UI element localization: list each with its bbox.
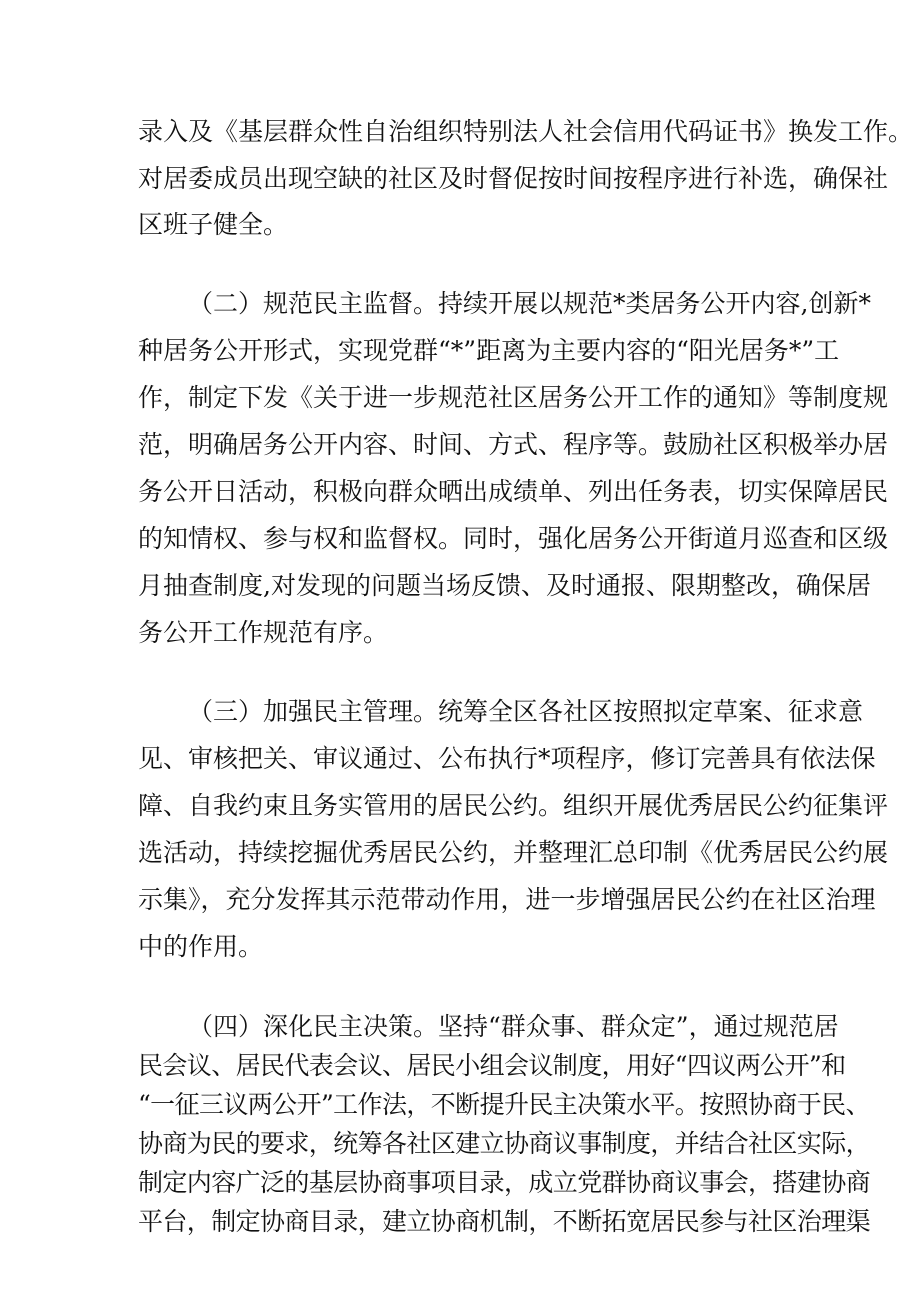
text-line: 协商为民的要求，统筹各社区建立协商议事制度，并结合社区实际， bbox=[138, 1129, 871, 1158]
text-line: 选活动，持续挖掘优秀居民公约，并整理汇总印制《优秀居民公约展 bbox=[138, 838, 889, 867]
text-line: 区班子健全。 bbox=[138, 210, 289, 239]
text-line: 务公开工作规范有序。 bbox=[138, 618, 389, 647]
text-line: 中的作用。 bbox=[138, 932, 264, 961]
section-3-heading-line: （三）加强民主管理。统筹全区各社区按照拟定草案、征求意 bbox=[188, 697, 864, 726]
text-line: 民会议、居民代表会议、居民小组会议制度，用好“四议两公开”和 bbox=[138, 1051, 846, 1080]
text-line: 障、自我约束且务实管用的居民公约。组织开展优秀居民公约征集评 bbox=[138, 791, 889, 820]
text-line: 月抽查制度,对发现的问题当场反馈、及时通报、限期整改，确保居 bbox=[138, 571, 871, 600]
text-line: 作，制定下发《关于进一步规范社区居务公开工作的通知》等制度规 bbox=[138, 383, 889, 412]
text-line: 见、审核把关、审议通过、公布执行*项程序，修订完善具有依法保 bbox=[138, 744, 876, 773]
text-line: 示集》，充分发挥其示范带动作用，进一步增强居民公约在社区治理 bbox=[138, 885, 876, 914]
text-line: “一征三议两公开”工作法，不断提升民主决策水平。按照协商于民、 bbox=[138, 1090, 870, 1119]
text-line: 范，明确居务公开内容、时间、方式、程序等。鼓励社区积极举办居 bbox=[138, 430, 889, 459]
text-line: 对居委成员出现空缺的社区及时督促按时间按程序进行补选，确保社 bbox=[138, 164, 889, 193]
text-line: 录入及《基层群众性自治组织特别法人社会信用代码证书》换发工作。 bbox=[138, 117, 914, 146]
section-4-heading-line: （四）深化民主决策。坚持“群众事、群众定”，通过规范居 bbox=[188, 1012, 839, 1041]
text-line: 种居务公开形式，实现党群“*”距离为主要内容的“阳光居务*”工 bbox=[138, 336, 840, 365]
text-line: 制定内容广泛的基层协商事项目录，成立党群协商议事会，搭建协商 bbox=[138, 1168, 871, 1197]
text-line: 的知情权、参与权和监督权。同时，强化居务公开街道月巡查和区级 bbox=[138, 524, 889, 553]
section-2-heading-line: （二）规范民主监督。持续开展以规范*类居务公开内容,创新* bbox=[188, 289, 871, 318]
text-line: 平台，制定协商目录，建立协商机制，不断拓宽居民参与社区治理渠 bbox=[138, 1207, 871, 1236]
text-line: 务公开日活动，积极向群众晒出成绩单、列出任务表，切实保障居民 bbox=[138, 477, 889, 506]
